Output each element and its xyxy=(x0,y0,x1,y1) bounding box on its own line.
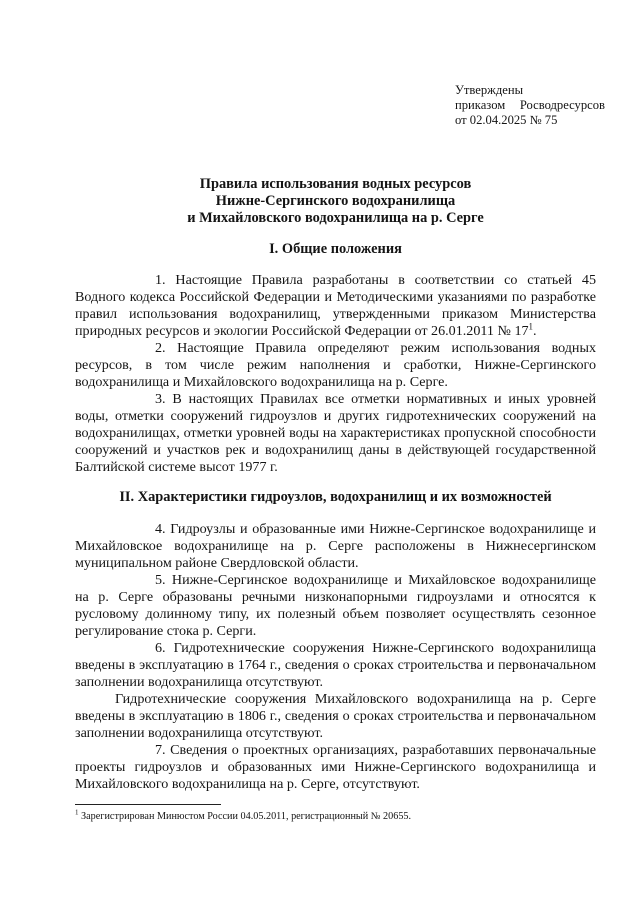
footnote xyxy=(75,810,596,823)
paragraph-number: 6. xyxy=(155,640,166,656)
paragraph-text: Гидротехнические сооружения Михайловского водохранилища на р. Серге введены в эксплуатацию в 1806 г., сведения о сроках строительства и первоначальном заполнении водохранилища отсутствуют. xyxy=(75,691,596,741)
approval-line-1: Утверждены xyxy=(455,83,524,97)
paragraph-text: Гидроузлы и образованные ими Нижне-Сергинское водохранилище и Михайловское водохранилище на р. Серге расположены в Нижнесергинском муниципальном районе Свердловской области. xyxy=(75,521,596,571)
paragraph-6-continued xyxy=(75,691,596,742)
approval-stamp xyxy=(455,83,605,128)
approval-order-word: приказом xyxy=(455,98,506,112)
section-1-heading: I. Общие положения xyxy=(269,241,402,257)
paragraph-6 xyxy=(75,640,596,691)
approval-agency: Росводресурсов xyxy=(519,98,605,112)
paragraph-2 xyxy=(75,340,596,391)
paragraph-4 xyxy=(75,521,596,572)
paragraph-number: 5. xyxy=(155,572,166,588)
paragraph-number: 1. xyxy=(155,272,166,288)
title-line-3: и Михайловского водохранилища на р. Серге xyxy=(187,210,484,226)
paragraph-number: 4. xyxy=(155,521,166,537)
paragraph-text: В настоящих Правилах все отметки нормативных и иных уровней воды, отметки сооружений гидроузлов и других гидротехнических сооружений на водохранилищах, отметки уровней воды на характеристиках пропускной способности сооружений и участков рек и водохранилищ даны в действующей государственной Балтийской системе высот 1977 г. xyxy=(75,391,596,475)
paragraph-tail: . xyxy=(533,323,537,339)
paragraph-3 xyxy=(75,391,596,476)
paragraph-number: 3. xyxy=(155,391,166,407)
title-line-2: Нижне-Сергинского водохранилища xyxy=(215,193,456,209)
paragraph-5 xyxy=(75,572,596,640)
section-2-heading: II. Характеристики гидроузлов, водохранилищ и их возможностей xyxy=(119,489,552,505)
paragraph-1 xyxy=(75,272,596,340)
paragraph-7 xyxy=(75,742,596,793)
paragraph-number: 7. xyxy=(155,742,166,758)
footnote-reference: 1 xyxy=(528,321,534,332)
footnote-divider xyxy=(75,804,221,805)
footnote-text: Зарегистрирован Минюстом России 04.05.2011, регистрационный № 20655. xyxy=(81,811,412,822)
title-line-1: Правила использования водных ресурсов xyxy=(199,176,472,192)
paragraph-text: Настоящие Правила разработаны в соответствии со статьей 45 Водного кодекса Российской Федерации и Методическими указаниями по разработке правил использования водохранилищ, утвержденными приказом Министерства природных ресурсов и экологии Российской Федерации от 26.01.2011 № 17 xyxy=(75,272,596,339)
approval-date-number: от 02.04.2025 № 75 xyxy=(455,113,558,127)
paragraph-text: Настоящие Правила определяют режим использования водных ресурсов, в том числе режим наполнения и сработки, Нижне-Сергинского водохранилища и Михайловского водохранилища на р. Серге. xyxy=(75,340,596,390)
paragraph-text: Сведения о проектных организациях, разработавших первоначальные проекты гидроузлов и образованных ими Нижне-Сергинского водохранилища и Михайловского водохранилища на р. Серге, отсутствуют. xyxy=(75,742,596,792)
paragraph-text: Нижне-Сергинское водохранилище и Михайловское водохранилище на р. Серге образованы речными низконапорными гидроузлами и относятся к русловому долинному типу, их полезный объем позволяет осуществлять сезонное регулирование стока р. Серги. xyxy=(75,572,596,639)
paragraph-text: Гидротехнические сооружения Нижне-Сергинского водохранилища введены в эксплуатацию в 1764 г., сведения о сроках строительства и первоначальном заполнении водохранилища отсутствуют. xyxy=(75,640,596,690)
paragraph-number: 2. xyxy=(155,340,166,356)
footnote-mark: 1 xyxy=(75,808,79,817)
approval-line-2 xyxy=(455,98,605,113)
document-title xyxy=(75,176,596,227)
